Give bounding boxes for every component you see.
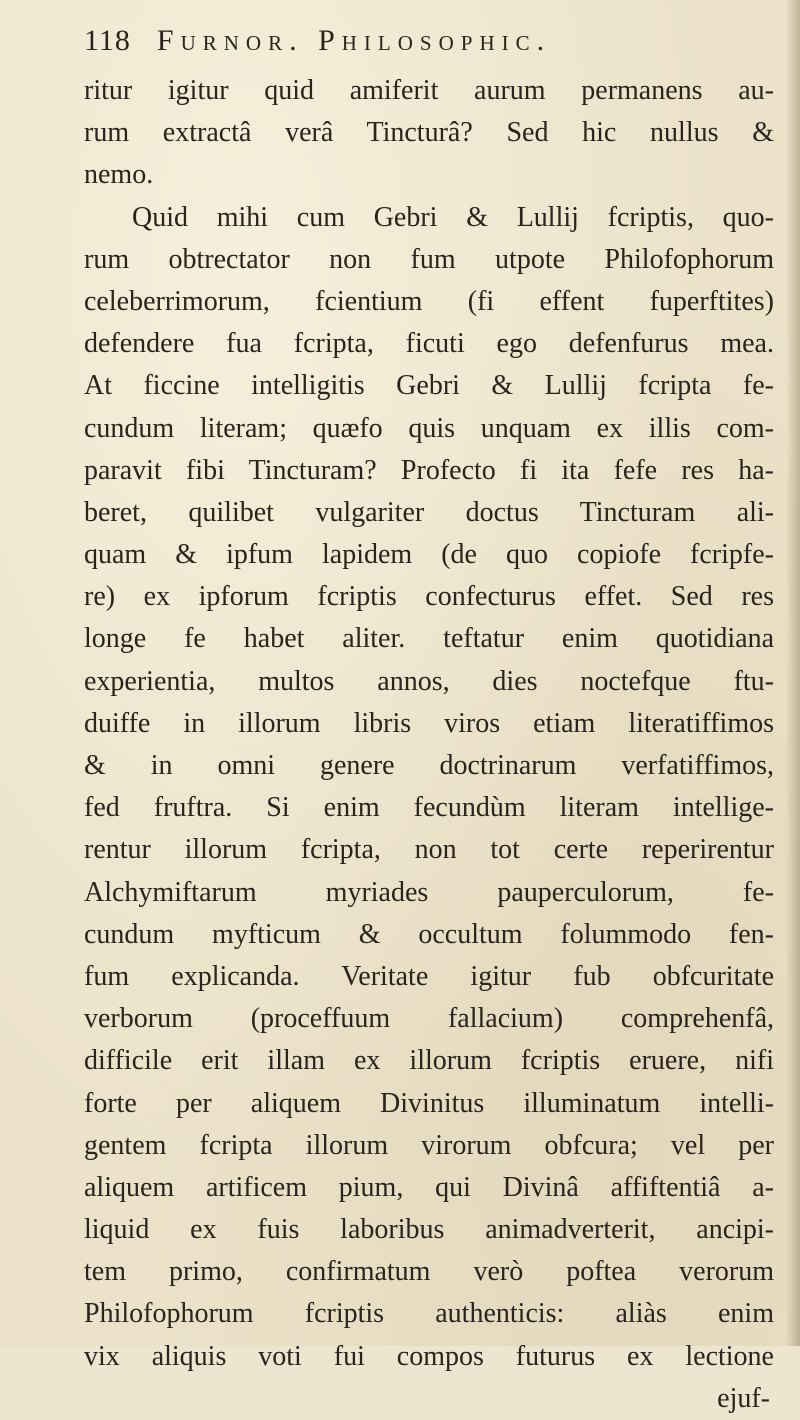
text-line: At ficcine intelligitis Gebri & Lullij fcripta fe- — [84, 370, 774, 402]
text-line: gentem fcripta illorum virorum obfcura; vel per — [84, 1129, 774, 1161]
text-line: rum obtrectator non fum utpote Philofophorum — [84, 243, 774, 275]
running-head — [84, 24, 774, 64]
text-line: longe fe habet aliter. teftatur enim quotidiana — [84, 623, 774, 655]
text-line: tem primo, confirmatum verò poftea verorum — [84, 1256, 774, 1288]
text-line: duiffe in illorum libris viros etiam literatiffimos — [84, 707, 774, 739]
text-line: cundum myfticum & occultum folummodo fen- — [84, 918, 774, 950]
running-title: Furnor. Philosophic. — [156, 24, 552, 57]
text-line: fum explicanda. Veritate igitur fub obfcuritate — [84, 960, 774, 992]
text-line: ritur igitur quid amiferit aurum permanens au- — [84, 75, 774, 106]
text-line: beret, quilibet vulgariter doctus Tincturam ali- — [84, 496, 774, 528]
text-line: vix aliquis voti fui compos futurus ex lectione — [84, 1340, 774, 1372]
text-line: forte per aliquem Divinitus illuminatum intelli- — [84, 1087, 774, 1119]
text-line: nemo. — [84, 159, 154, 191]
text-line: rentur illorum fcripta, non tot certe reperirentur — [84, 834, 774, 866]
text-line: fed fruftra. Si enim fecundùm literam intellige- — [84, 792, 774, 824]
text-line: experientia, multos annos, dies noctefque ftu- — [84, 665, 774, 697]
text-line: defendere fua fcripta, ficuti ego defenfurus mea. — [84, 328, 774, 360]
body-text — [84, 70, 774, 1420]
text-line: cundum literam; quæfo quis unquam ex illis com- — [84, 412, 774, 444]
text-line: Alchymiftarum myriades pauperculorum, fe- — [84, 876, 774, 908]
text-line: quam & ipfum lapidem (de quo copiofe fcripfe- — [84, 539, 774, 571]
text-line: difficile erit illam ex illorum fcriptis eruere, nifi — [84, 1045, 774, 1077]
text-line: aliquem artificem pium, qui Divinâ affiftentiâ a- — [84, 1171, 774, 1203]
text-line: Quid mihi cum Gebri & Lullij fcriptis, quo- — [132, 201, 774, 233]
text-line: & in omni genere doctrinarum verfatiffimos, — [84, 750, 774, 781]
text-line: liquid ex fuis laboribus animadverterit, ancipi- — [84, 1214, 774, 1246]
text-line: verborum (proceffuum fallacium) comprehenfâ, — [84, 1003, 774, 1035]
text-line: re) ex ipforum fcriptis confecturus effet. Sed res — [84, 581, 774, 613]
page-number: 118 — [84, 24, 131, 57]
text-line: celeberrimorum, fcientium (fi effent fuperftites) — [84, 285, 774, 317]
text-line: Philofophorum fcriptis authenticis: aliàs enim — [84, 1298, 774, 1330]
text-line: paravit fibi Tincturam? Profecto fi ita fefe res ha- — [84, 454, 774, 486]
text-line: rum extractâ verâ Tincturâ? Sed hic nullus & — [84, 117, 774, 149]
catchword: ejuf- — [717, 1382, 770, 1414]
